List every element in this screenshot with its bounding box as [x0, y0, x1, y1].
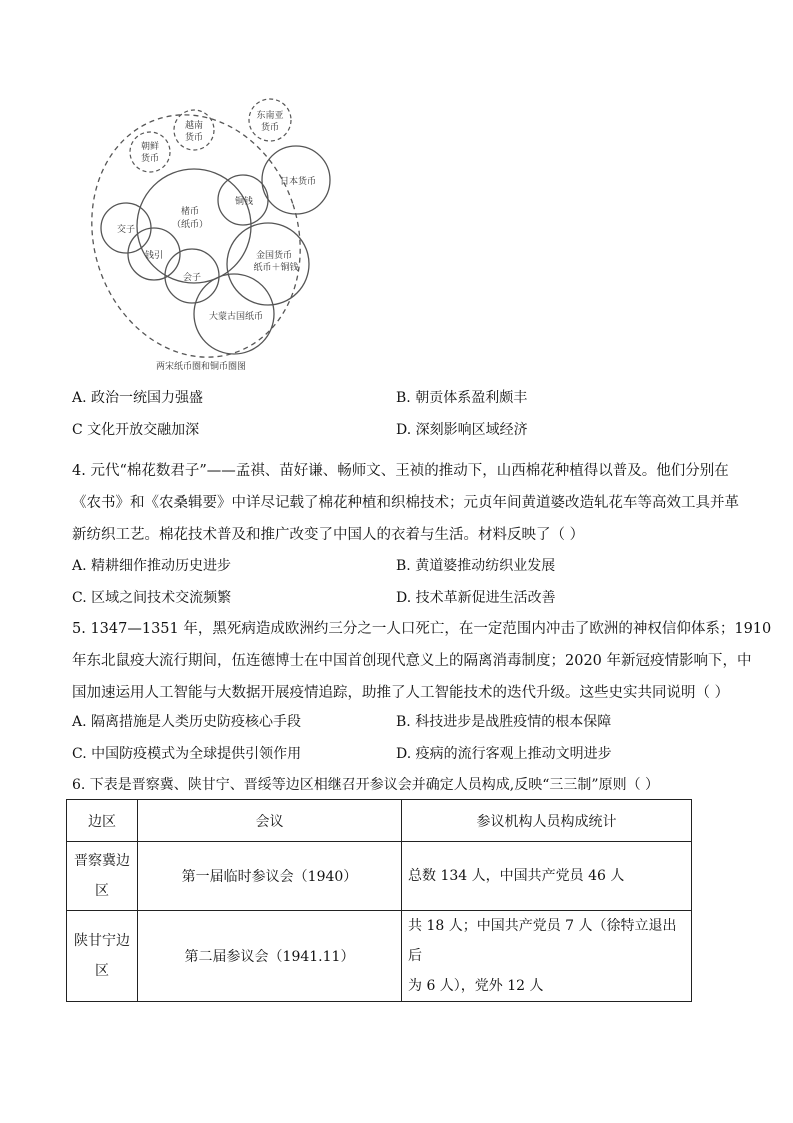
cell-meeting: 第二届参议会（1941.11） — [138, 911, 402, 1002]
table-row — [67, 911, 692, 1002]
table-row — [67, 842, 692, 911]
q5-stem-line: 年东北鼠疫大流行期间，伍连德博士在中国首创现代意义上的隔离消毒制度；2020 年新冠疫情影响下，中 — [72, 653, 752, 669]
q4-option-c: C. 区域之间技术交流频繁 — [72, 590, 232, 606]
label-chaoxian-1: 朝鲜 — [140, 142, 160, 152]
figure-caption: 两宋纸币圈和铜币圈图 — [156, 362, 247, 372]
circle-chaoxian — [130, 132, 170, 172]
label-tongqian: 铜钱 — [234, 197, 254, 207]
q3-option-c: C 文化开放交融加深 — [72, 422, 200, 438]
label-huizi: 会子 — [182, 273, 202, 283]
label-dongnanya-1: 东南亚 — [256, 111, 284, 121]
q4-stem-line: 4. 元代“棉花数君子”——孟祺、苗好谦、畅师文、王祯的推动下，山西棉花种植得以普及。他们分别在 — [72, 463, 729, 479]
cell-region — [67, 842, 138, 911]
label-chubi-2: （纸币） — [171, 220, 209, 230]
label-jinguo-1: 金国货币 — [255, 251, 293, 261]
stats-line: 共 18 人；中国共产党员 7 人（徐特立退出后 — [408, 918, 677, 964]
q3-option-d: D. 深刻影响区域经济 — [396, 422, 528, 438]
q6-table — [66, 799, 692, 1002]
q5-option-c: C. 中国防疫模式为全球提供引领作用 — [72, 746, 302, 762]
region-line: 区 — [95, 963, 109, 979]
header-meeting: 会议 — [138, 800, 402, 842]
q5-option-a: A. 隔离措施是人类历史防疫核心手段 — [72, 714, 302, 730]
currency-circle-diagram — [84, 88, 354, 378]
label-chubi-1: 楮币 — [180, 207, 200, 217]
cell-region — [67, 911, 138, 1002]
region-line: 晋察冀边 — [74, 853, 130, 869]
cell-stats — [402, 911, 692, 1002]
q4-stem — [72, 455, 739, 551]
q6-stem: 6. 下表是晋察冀、陕甘宁、晋绥等边区相继召开参议会并确定人员构成,反映“三三制”原则（ ） — [72, 777, 660, 793]
q5-stem-line: 国加速运用人工智能与大数据开展疫情追踪，助推了人工智能技术的迭代升级。这些史实共同说明（ ） — [72, 685, 730, 701]
q5-option-b: B. 科技进步是战胜疫情的根本保障 — [396, 714, 612, 730]
q3-option-b: B. 朝贡体系盈利颇丰 — [396, 390, 528, 406]
region-line: 区 — [95, 883, 109, 899]
q5-stem — [72, 613, 772, 709]
q4-option-b: B. 黄道婆推动纺织业发展 — [396, 558, 556, 574]
label-chaoxian-2: 货币 — [140, 154, 160, 164]
q4-option-d: D. 技术革新促进生活改善 — [396, 590, 556, 606]
header-stats: 参议机构人员构成统计 — [402, 800, 692, 842]
cell-meeting: 第一届临时参议会（1940） — [138, 842, 402, 911]
q5-stem-line: 5. 1347—1351 年，黑死病造成欧洲约三分之一人口死亡，在一定范围内冲击了欧洲的神权信仰体系；1910 — [72, 621, 772, 637]
q3-option-a: A. 政治一统国力强盛 — [72, 390, 204, 406]
label-yuenan-2: 货币 — [184, 133, 204, 143]
label-qianyin: 钱引 — [144, 251, 164, 261]
q5-option-d: D. 疫病的流行客观上推动文明进步 — [396, 746, 612, 762]
cell-stats: 总数 134 人，中国共产党员 46 人 — [402, 842, 692, 911]
q4-stem-line: 新纺织工艺。棉花技术普及和推广改变了中国人的衣着与生活。材料反映了（ ） — [72, 527, 585, 543]
region-line: 陕甘宁边 — [74, 933, 130, 949]
label-riben: 日本货币 — [279, 177, 317, 187]
q4-option-a: A. 精耕细作推动历史进步 — [72, 558, 232, 574]
q4-stem-line: 《农书》和《农桑辑要》中详尽记载了棉花种植和织棉技术；元贞年间黄道婆改造轧花车等高效工具并革 — [72, 495, 739, 511]
label-jinguo-2: 纸币＋铜钱 — [253, 263, 299, 273]
label-jiaozi: 交子 — [116, 225, 136, 235]
label-yuenan-1: 越南 — [184, 121, 204, 131]
label-damenggu: 大蒙古国纸币 — [208, 312, 264, 322]
header-region: 边区 — [67, 800, 138, 842]
label-dongnanya-2: 货币 — [260, 123, 280, 133]
stats-line: 为 6 人），党外 12 人 — [408, 978, 544, 994]
table-header-row — [67, 800, 692, 842]
